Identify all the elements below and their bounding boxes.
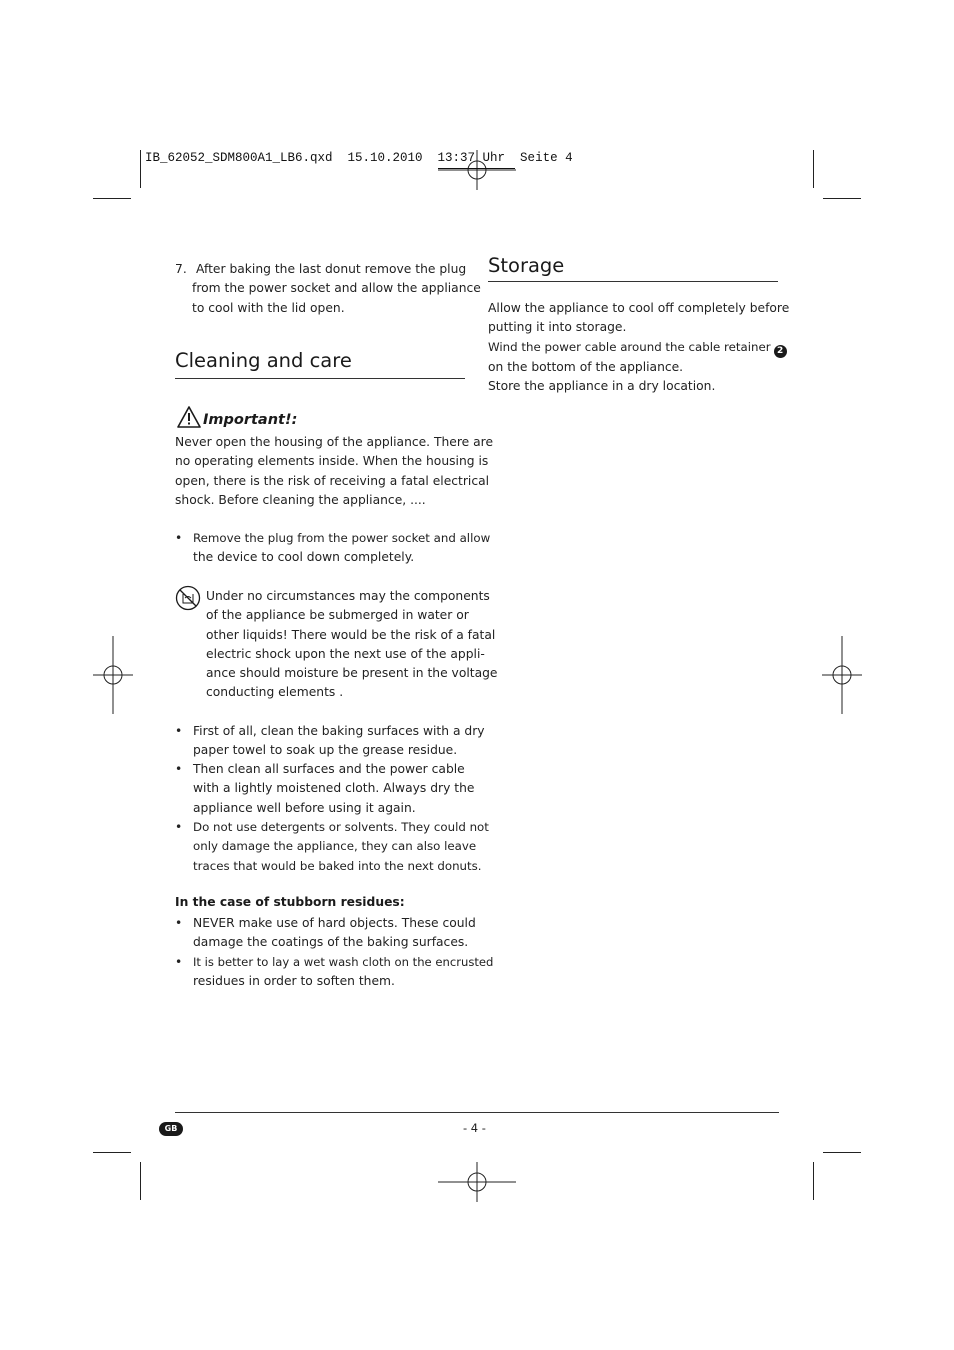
crop-mark-top-right-h: [823, 198, 861, 199]
storage-line-with-ref: [488, 338, 783, 358]
registration-mark-bottom: [438, 1162, 516, 1202]
footer-rule: [175, 1112, 779, 1113]
bullet-text: NEVER make use of hard objects. These could: [193, 916, 476, 930]
warning-line: Under no circumstances may the components: [206, 589, 490, 603]
step-line: After baking the last donut remove the plug: [196, 262, 467, 276]
registration-mark-right: [822, 636, 862, 714]
warning-line: conducting elements .: [206, 685, 344, 700]
bullet-text: the device to cool down completely.: [193, 550, 415, 565]
important-line: no operating elements inside. When the housing is: [175, 454, 489, 469]
no-water-immersion-icon: [175, 585, 201, 611]
warning-line: other liquids! There would be the risk of a fatal: [206, 627, 496, 642]
crop-mark-bottom-left-h: [93, 1152, 131, 1153]
storage-heading-rule: [488, 281, 778, 282]
stubborn-residues-heading: In the case of stubborn residues:: [175, 895, 405, 909]
bullet-text: paper towel to soak up the grease residue.: [193, 743, 458, 758]
registration-mark-left: [93, 636, 133, 714]
bullet-dot: •: [175, 955, 183, 969]
bullet-text: only damage the appliance, they can also leave: [193, 839, 477, 854]
bullet-text: Then clean all surfaces and the power cable: [193, 762, 465, 776]
crop-mark-bottom-right-v: [813, 1162, 814, 1200]
bullet-text: It is better to lay a wet wash cloth on the encrusted: [193, 955, 494, 969]
bullet-text: Do not use detergents or solvents. They could not: [193, 820, 489, 834]
crop-mark-top-right-v: [813, 150, 814, 188]
page-number: - 4 -: [463, 1121, 486, 1135]
important-line: open, there is the risk of receiving a fatal electrical: [175, 473, 490, 488]
bullet-text: traces that would be baked into the next donuts.: [193, 858, 482, 873]
crop-mark-top-left-h: [93, 198, 131, 199]
bullet-clean-baking-surfaces: [175, 722, 485, 761]
bullet-dot: •: [175, 820, 183, 834]
crop-mark-bottom-left-v: [140, 1162, 141, 1200]
slug-underline: [438, 168, 515, 169]
storage-line: Store the appliance in a dry location.: [488, 378, 716, 393]
bullet-text: with a lightly moistened cloth. Always dry the: [193, 781, 475, 796]
bullet-dot: •: [175, 762, 183, 776]
warning-triangle-icon: [177, 406, 201, 428]
cable-retainer-number: 2: [774, 345, 787, 358]
bullet-text: residues in order to soften them.: [193, 974, 395, 989]
bullet-no-detergents: [175, 818, 489, 876]
bullet-clean-all-surfaces: [175, 760, 475, 818]
bullet-remove-plug: [175, 529, 491, 568]
storage-line: Allow the appliance to cool off completely before: [488, 301, 790, 315]
warning-line: electric shock upon the next use of the appli-: [206, 646, 485, 661]
storage-line: Wind the power cable around the cable retainer: [488, 339, 771, 354]
important-line: shock. Before cleaning the appliance, ....: [175, 492, 426, 507]
important-line: Never open the housing of the appliance. There are: [175, 435, 494, 449]
warning-line: of the appliance be submerged in water or: [206, 608, 469, 623]
step-7: [175, 260, 481, 318]
bullet-dot: •: [175, 916, 183, 930]
bullet-text: damage the coatings of the baking surfaces.: [193, 935, 469, 950]
cleaning-heading-rule: [175, 378, 465, 379]
crop-mark-bottom-right-h: [823, 1152, 861, 1153]
storage-heading: Storage: [488, 254, 565, 277]
bullet-no-hard-objects: [175, 914, 475, 953]
warning-line: ance should moisture be present in the voltage: [206, 666, 498, 681]
important-paragraph: [175, 433, 494, 510]
bullet-wet-cloth: [175, 953, 494, 992]
no-immersion-warning: [206, 587, 498, 703]
crop-mark-top-left-v: [140, 150, 141, 188]
bullet-dot: •: [175, 531, 183, 545]
bullet-text: Remove the plug from the power socket and allow: [193, 531, 491, 545]
bullet-dot: •: [175, 724, 183, 738]
important-label: Important!:: [203, 412, 298, 428]
step-number: 7.: [175, 262, 187, 276]
step-line: to cool with the lid open.: [192, 300, 345, 315]
language-badge: GB: [159, 1122, 183, 1136]
step-line: from the power socket and allow the appliance: [192, 281, 481, 296]
storage-paragraph: [488, 299, 790, 396]
cleaning-heading: Cleaning and care: [175, 349, 352, 372]
storage-line: on the bottom of the appliance.: [488, 359, 684, 374]
storage-line: putting it into storage.: [488, 320, 627, 335]
bullet-text: First of all, clean the baking surfaces with a dry: [193, 724, 485, 738]
bullet-text: appliance well before using it again.: [193, 800, 416, 815]
file-info-slug: IB_62052_SDM800A1_LB6.qxd 15.10.2010 13:37 Uhr Seite 4: [145, 151, 573, 165]
